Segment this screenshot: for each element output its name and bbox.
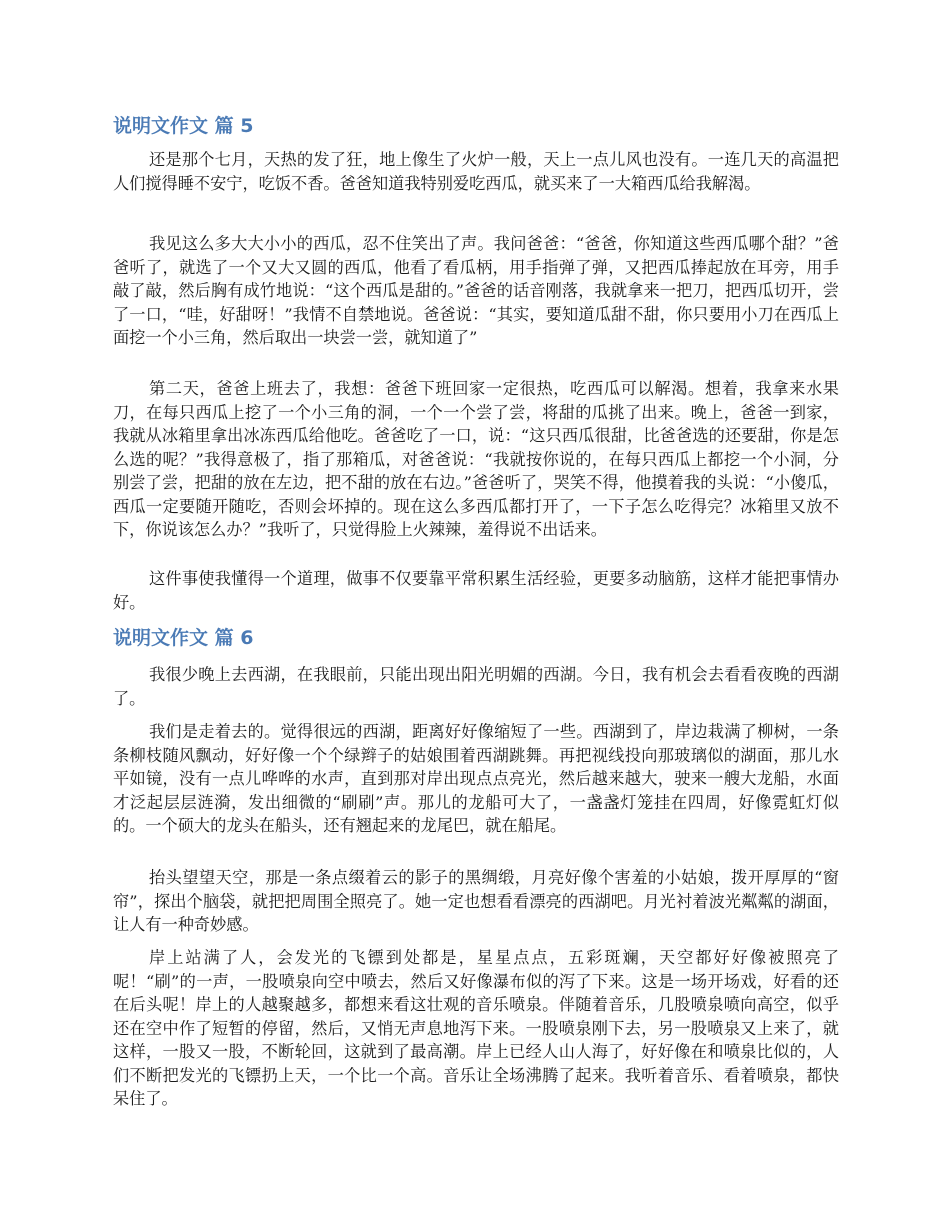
paragraph: 还是那个七月，天热的发了狂，地上像生了火炉一般，天上一点儿风也没有。一连几天的高温把人们搅得睡不安宁，吃饭不香。爸爸知道我特别爱吃西瓜，就买来了一大箱西瓜给我解渴。 — [113, 150, 839, 193]
section-heading: 说明文作文 篇 5 — [113, 115, 254, 137]
paragraph: 第二天，爸爸上班去了，我想：爸爸下班回家一定很热，吃西瓜可以解渴。想着，我拿来水果刀，在每只西瓜上挖了一个小三角的洞，一个一个尝了尝，将甜的瓜挑了出来。晚上，爸爸一到家，我就从冰箱里拿出冰冻西瓜给他吃。爸爸吃了一口，说：“这只西瓜很甜，比爸爸选的还要甜，你是怎么选的呢？”我得意极了，指了那箱瓜，对爸爸说：“我就按你说的，在每只西瓜上都挖一个小洞，分别尝了尝，把甜的放在左边，把不甜的放在右边。”爸爸听了，哭笑不得，他摸着我的头说：“小傻瓜，西瓜一定要随开随吃，否则会坏掉的。现在这么多西瓜都打开了，一下子怎么吃得完？冰箱里又放不下，你说该怎么办？”我听了，只觉得脸上火辣辣，羞得说不出话来。 — [113, 379, 839, 539]
paragraph: 我见这么多大大小小的西瓜，忍不住笑出了声。我问爸爸：“爸爸，你知道这些西瓜哪个甜？”爸爸听了，就选了一个又大又圆的西瓜，他看了看瓜柄，用手指弹了弹，又把西瓜捧起放在耳旁，用手敲了敲，然后胸有成竹地说：“这个西瓜是甜的。”爸爸的话音刚落，我就拿来一把刀，把西瓜切开，尝了一口，“哇，好甜呀！”我情不自禁地说。爸爸说：“其实，要知道瓜甜不甜，你只要用小刀在西瓜上面挖一个小三角，然后取出一块尝一尝，就知道了” — [113, 234, 839, 347]
paragraph: 这件事使我懂得一个道理，做事不仅要靠平常积累生活经验，更要多动脑筋，这样才能把事情办好。 — [113, 569, 839, 612]
paragraph: 岸上站满了人，会发光的飞镖到处都是，星星点点，五彩斑斓，天空都好好像被照亮了呢！“刷”的一声，一股喷泉向空中喷去，然后又好像瀑布似的泻了下来。这是一场开场戏，好看的还在后头呢！岸上的人越聚越多，都想来看这壮观的音乐喷泉。伴随着音乐，几股喷泉喷向高空，似乎还在空中作了短暂的停留，然后，又悄无声息地泻下来。一股喷泉刚下去，另一股喷泉又上来了，就这样，一股又一股，不断轮回，这就到了最高潮。岸上已经人山人海了，好好像在和喷泉比似的，人们不断把发光的飞镖扔上天，一个比一个高。音乐让全场沸腾了起来。我听着音乐、看着喷泉，都快呆住了。 — [113, 948, 839, 1108]
section-heading: 说明文作文 篇 6 — [113, 627, 254, 649]
paragraph: 我很少晚上去西湖，在我眼前，只能出现出阳光明媚的西湖。今日，我有机会去看看夜晚的西湖了。 — [113, 665, 839, 708]
paragraph: 抬头望望天空，那是一条点缀着云的影子的黑绸缎，月亮好像个害羞的小姑娘，拨开厚厚的“窗帘”，探出个脑袋，就把把周围全照亮了。她一定也想看看漂亮的西湖吧。月光衬着波光粼粼的湖面，让人有一种奇妙感。 — [113, 868, 839, 934]
paragraph: 我们是走着去的。觉得很远的西湖，距离好好像缩短了一些。西湖到了，岸边栽满了柳树，一条条柳枝随风飘动，好好像一个个绿辫子的姑娘围着西湖跳舞。再把视线投向那玻璃似的湖面，那儿水平如镜，没有一点儿哗哗的水声，直到那对岸出现点点亮光，然后越来越大，驶来一艘大龙船，水面才泛起层层涟漪，发出细微的“刷刷”声。那儿的龙船可大了，一盏盏灯笼挂在四周，好像霓虹灯似的。一个硕大的龙头在船头，还有翘起来的龙尾巴，就在船尾。 — [113, 722, 839, 835]
